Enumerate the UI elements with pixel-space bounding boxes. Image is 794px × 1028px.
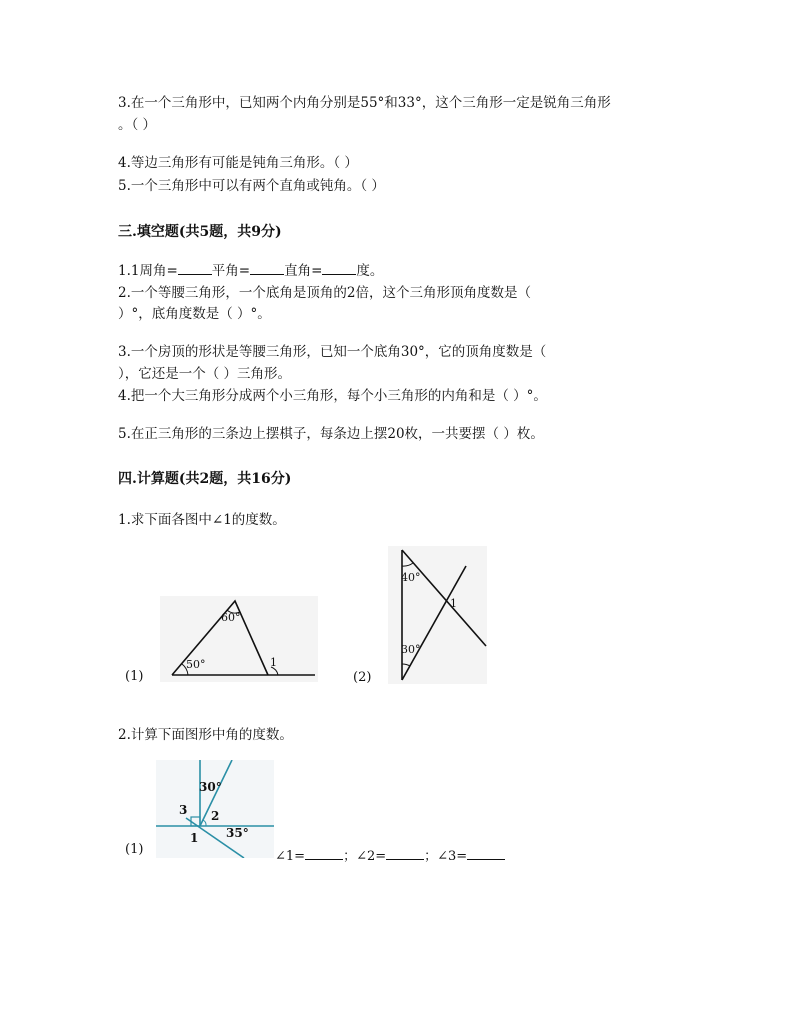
question-3-judge-line1: 3.在一个三角形中，已知两个内角分别是55°和33°，这个三角形一定是锐角三角形 — [118, 95, 611, 111]
angle-label-3: 3 — [179, 803, 188, 817]
angle-answers — [275, 845, 505, 864]
fill-question-1 — [118, 262, 383, 280]
fill-question-4: 4.把一个大三角形分成两个小三角形，每个小三角形的内角和是（ ）°。 — [118, 388, 547, 404]
answer-angle-2-label: ；∠2= — [343, 849, 387, 864]
figure-1-triangle — [160, 596, 318, 682]
fill-question-3-line1: 3.一个房顶的形状是等腰三角形，已知一个底角30°，它的顶角度数是（ — [118, 344, 547, 360]
figure-2-label: (2) — [353, 670, 372, 685]
figure-1-label: (1) — [125, 669, 144, 684]
question-5-judge: 5.一个三角形中可以有两个直角或钝角。（ ） — [118, 178, 385, 194]
angle-label-60: 60° — [221, 611, 241, 624]
angle-label-35: 35° — [226, 826, 249, 840]
figure-2-crossing-lines — [388, 546, 487, 684]
question-3-judge-line2: 。（ ） — [118, 117, 157, 133]
answer-blank-angle-2[interactable] — [386, 847, 424, 860]
figure-3-angles — [156, 760, 274, 858]
fill-question-2-line1: 2.一个等腰三角形，一个底角是顶角的2倍，这个三角形顶角度数是（ — [118, 285, 531, 301]
fill-q1-mid1: 平角= — [211, 263, 251, 279]
fill-q1-mid2: 直角= — [284, 263, 323, 279]
answer-blank-angle-1[interactable] — [305, 847, 343, 860]
fill-q1-prefix: 1.1周角= — [118, 263, 178, 279]
answer-angle-3-label: ；∠3= — [424, 849, 468, 864]
angle-label-40: 40° — [401, 571, 421, 584]
fill-question-3-line2: ），它还是一个（ ）三角形。 — [118, 366, 292, 382]
answer-blank[interactable] — [250, 262, 284, 275]
calc-question-1: 1.求下面各图中∠1的度数。 — [118, 512, 286, 528]
answer-blank[interactable] — [178, 262, 212, 275]
answer-blank-angle-3[interactable] — [467, 847, 505, 860]
angle-label-50: 50° — [186, 658, 206, 671]
fill-q1-suffix: 度。 — [356, 263, 384, 279]
fill-question-5: 5.在正三角形的三条边上摆棋子，每条边上摆20枚，一共要摆（ ）枚。 — [118, 426, 544, 442]
question-4-judge: 4.等边三角形有可能是钝角三角形。（ ） — [118, 155, 358, 171]
angle-label-2: 2 — [211, 809, 220, 823]
figure-3-label: (1) — [125, 842, 144, 857]
angle-label-30: 30° — [401, 643, 421, 656]
answer-blank[interactable] — [322, 262, 356, 275]
section-3-title: 三.填空题(共5题，共9分) — [118, 224, 282, 240]
answer-angle-1-label: ∠1= — [275, 849, 306, 864]
angle-label-1: 1 — [450, 597, 457, 610]
angle-label-30: 30° — [199, 780, 222, 794]
section-4-title: 四.计算题(共2题，共16分) — [118, 471, 292, 487]
angle-label-1: 1 — [190, 831, 199, 845]
calc-question-2: 2.计算下面图形中角的度数。 — [118, 727, 293, 743]
fill-question-2-line2: ）°，底角度数是（ ）°。 — [118, 306, 271, 322]
angle-label-1: 1 — [270, 656, 277, 669]
